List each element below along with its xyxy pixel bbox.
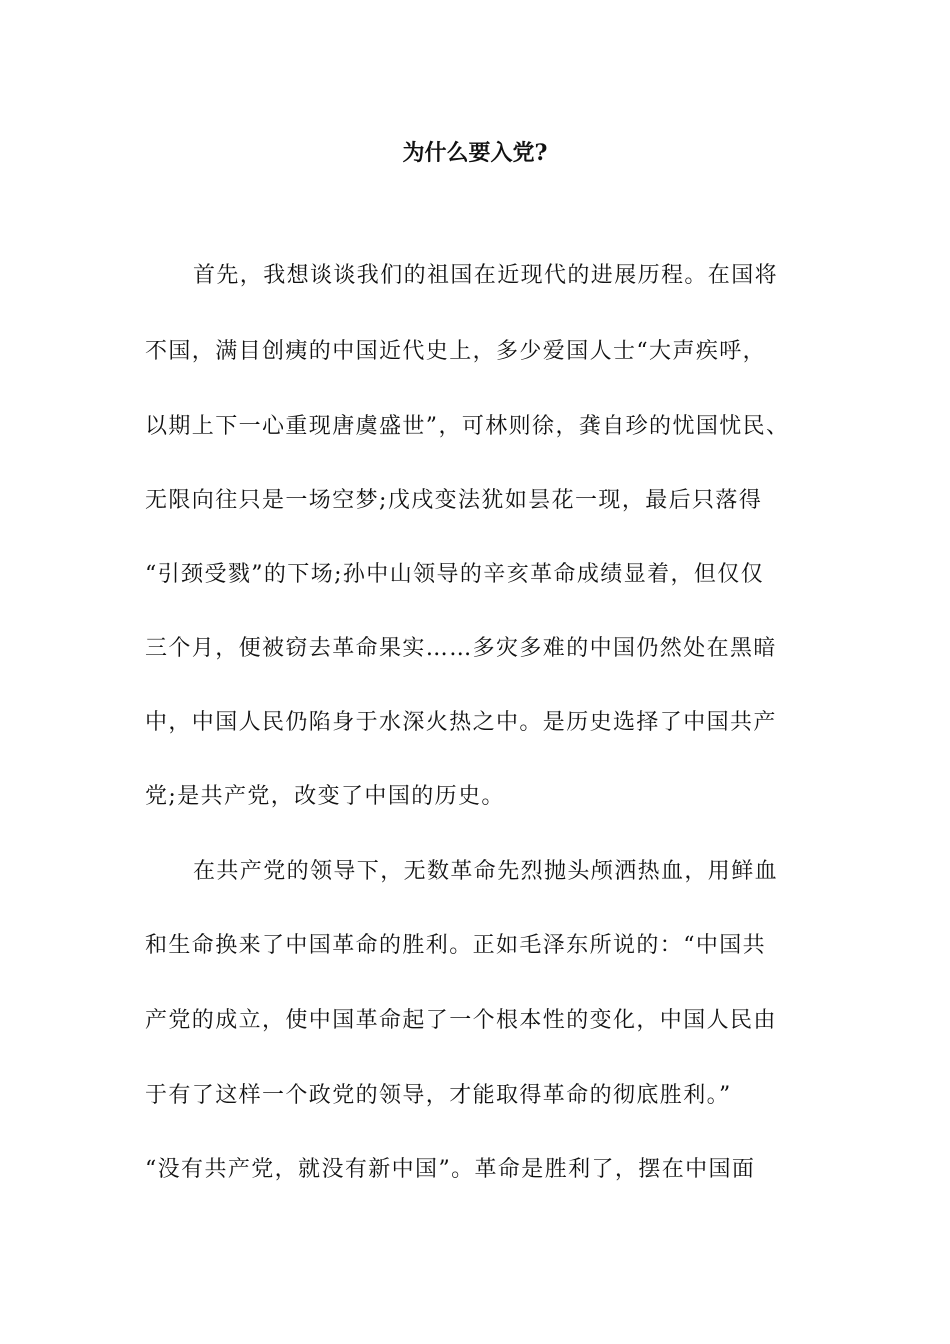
page-title: 为什么要入党?: [402, 140, 548, 166]
paragraph-1-line-8: 党;是共产党，改变了中国的历史。: [145, 784, 505, 809]
paragraph-1-line-2: 不国，满目创痍的中国近代史上，多少爱国人士“大声疾呼，: [145, 339, 767, 364]
paragraph-1-line-7: 中，中国人民仍陷身于水深火热之中。是历史选择了中国共产: [145, 710, 777, 735]
paragraph-2-line-3: 产党的成立，使中国革命起了一个根本性的变化，中国人民由: [145, 1008, 777, 1033]
paragraph-1-line-4: 无限向往只是一场空梦;戊戌变法犹如昙花一现，最后只落得: [145, 488, 763, 513]
paragraph-1-line-1: 首先，我想谈谈我们的祖国在近现代的进展历程。在国将: [193, 263, 779, 288]
paragraph-2-line-5: “没有共产党，就没有新中国”。革命是胜利了，摆在中国面: [145, 1157, 756, 1182]
paragraph-2-line-1: 在共产党的领导下，无数革命先烈抛头颅洒热血，用鲜血: [193, 859, 779, 884]
paragraph-2-line-4: 于有了这样一个政党的领导，才能取得革命的彻底胜利。”: [145, 1083, 732, 1108]
paragraph-1-line-6: 三个月，便被窃去革命果实……多灾多难的中国仍然处在黑暗: [145, 636, 777, 661]
paragraph-1-line-3: 以期上下一心重现唐虞盛世”，可林则徐，龚自珍的忧国忧民、: [145, 414, 790, 439]
paragraph-2-line-2: 和生命换来了中国革命的胜利。正如毛泽东所说的：“中国共: [145, 933, 767, 958]
paragraph-1-line-5: “引颈受戮”的下场;孙中山领导的辛亥革命成绩显着，但仅仅: [145, 562, 765, 587]
